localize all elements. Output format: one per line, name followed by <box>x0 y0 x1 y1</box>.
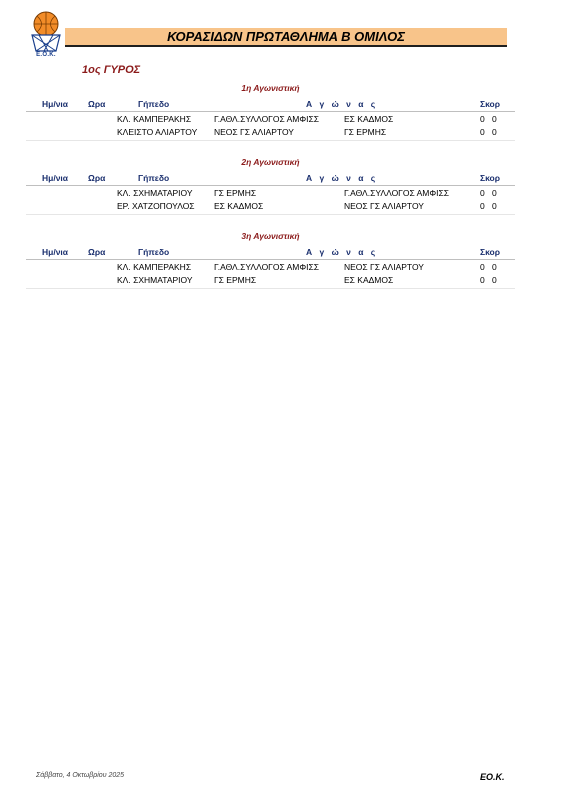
column-score: Σκορ <box>480 99 501 109</box>
column-score: Σκορ <box>480 247 501 257</box>
game-home-team: Γ.ΑΘΛ.ΣΥΛΛΟΓΟΣ ΑΜΦΙΣΣ <box>214 114 320 124</box>
score-home: 0 <box>480 201 485 211</box>
section-divider <box>26 288 515 289</box>
column-time: Ωρα <box>88 247 106 257</box>
footer-date: Σάββατο, 4 Οκτωβρίου 2025 <box>36 772 125 779</box>
score-home: 0 <box>480 188 485 198</box>
game-home-team: ΓΣ ΕΡΜΗΣ <box>214 275 257 285</box>
game-home-team: ΕΣ ΚΑΔΜΟΣ <box>214 201 264 211</box>
game-row <box>26 262 515 274</box>
column-match: Α γ ώ ν α ς <box>306 99 378 109</box>
score-away: 0 <box>492 127 497 137</box>
game-away-team: Γ.ΑΘΛ.ΣΥΛΛΟΓΟΣ ΑΜΦΙΣΣ <box>344 188 450 198</box>
eok-logo <box>28 11 64 63</box>
column-venue: Γήπεδο <box>138 173 170 183</box>
game-away-team: ΕΣ ΚΑΔΜΟΣ <box>344 114 394 124</box>
column-match: Α γ ώ ν α ς <box>306 173 378 183</box>
game-venue: ΚΛ. ΚΑΜΠΕΡΑΚΗΣ <box>117 262 192 272</box>
round-title: 1ος ΓΥΡΟΣ <box>82 64 141 76</box>
game-venue: ΚΛ. ΣΧΗΜΑΤΑΡΙΟΥ <box>117 275 193 285</box>
game-away-team: ΝΕΟΣ ΓΣ ΑΛΙΑΡΤΟΥ <box>344 262 424 272</box>
title-bar <box>65 28 507 47</box>
game-home-team: ΓΣ ΕΡΜΗΣ <box>214 188 257 198</box>
score-home: 0 <box>480 127 485 137</box>
game-away-team: ΕΣ ΚΑΔΜΟΣ <box>344 275 394 285</box>
footer-org: ΕΟ.Κ. <box>480 772 505 782</box>
score-away: 0 <box>492 201 497 211</box>
score-away: 0 <box>492 188 497 198</box>
column-score: Σκορ <box>480 173 501 183</box>
game-venue: ΚΛ. ΣΧΗΜΑΤΑΡΙΟΥ <box>117 188 193 198</box>
score-away: 0 <box>492 275 497 285</box>
game-row <box>26 201 515 213</box>
column-header-row <box>26 247 515 260</box>
score-away: 0 <box>492 114 497 124</box>
column-header-row <box>26 173 515 186</box>
game-venue: ΕΡ. ΧΑΤΖΟΠΟΥΛΟΣ <box>117 201 195 211</box>
column-time: Ωρα <box>88 173 106 183</box>
score-home: 0 <box>480 262 485 272</box>
column-header-row <box>26 99 515 112</box>
matchday-title: 1η Αγωνιστική <box>241 83 300 93</box>
game-row <box>26 275 515 287</box>
column-time: Ωρα <box>88 99 106 109</box>
column-date: Ημ/νια <box>42 247 69 257</box>
game-venue: ΚΛΕΙΣΤΟ ΑΛΙΑΡΤΟΥ <box>117 127 198 137</box>
column-match: Α γ ώ ν α ς <box>306 247 378 257</box>
game-row <box>26 188 515 200</box>
column-venue: Γήπεδο <box>138 99 170 109</box>
game-venue: ΚΛ. ΚΑΜΠΕΡΑΚΗΣ <box>117 114 192 124</box>
page-title: ΚΟΡΑΣΙΔΩΝ ΠΡΩΤΑΘΛΗΜΑ Β ΟΜΙΛΟΣ <box>167 29 405 44</box>
section-divider <box>26 140 515 141</box>
basketball-logo-icon <box>28 11 64 53</box>
column-date: Ημ/νια <box>42 173 69 183</box>
game-row <box>26 127 515 139</box>
score-home: 0 <box>480 275 485 285</box>
game-away-team: ΓΣ ΕΡΜΗΣ <box>344 127 387 137</box>
column-date: Ημ/νια <box>42 99 69 109</box>
game-home-team: Γ.ΑΘΛ.ΣΥΛΛΟΓΟΣ ΑΜΦΙΣΣ <box>214 262 320 272</box>
matchday-title: 2η Αγωνιστική <box>241 157 300 167</box>
logo-caption: Ε.Ο.Κ. <box>36 52 56 58</box>
score-home: 0 <box>480 114 485 124</box>
game-away-team: ΝΕΟΣ ΓΣ ΑΛΙΑΡΤΟΥ <box>344 201 424 211</box>
game-row <box>26 114 515 126</box>
section-divider <box>26 214 515 215</box>
score-away: 0 <box>492 262 497 272</box>
game-home-team: ΝΕΟΣ ΓΣ ΑΛΙΑΡΤΟΥ <box>214 127 294 137</box>
column-venue: Γήπεδο <box>138 247 170 257</box>
matchday-title: 3η Αγωνιστική <box>241 231 300 241</box>
